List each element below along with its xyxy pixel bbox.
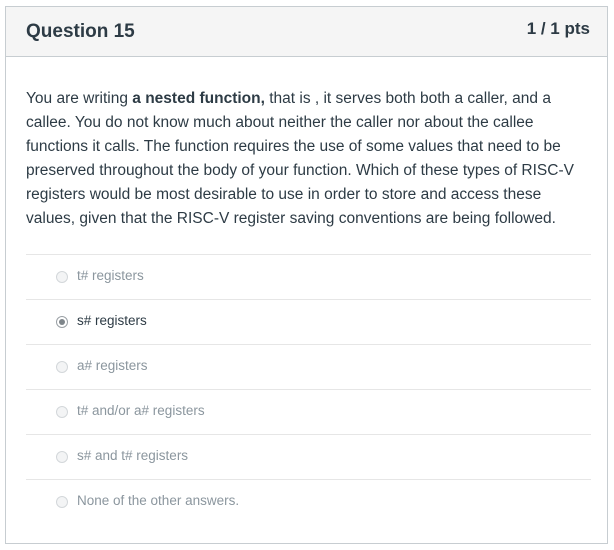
answer-option[interactable] — [26, 389, 591, 434]
answer-option[interactable] — [26, 344, 591, 389]
question-card — [5, 6, 608, 544]
radio-button[interactable] — [56, 271, 68, 283]
question-title: Question 15 — [26, 21, 135, 42]
answer-option[interactable] — [26, 434, 591, 479]
question-text-bold: a nested function, — [132, 90, 265, 107]
question-text-part1: You are writing — [26, 90, 133, 107]
radio-button[interactable] — [56, 316, 68, 328]
answer-label: t# registers — [77, 268, 144, 283]
answer-option[interactable] — [26, 254, 591, 299]
answer-label: s# registers — [77, 313, 147, 328]
answer-option[interactable] — [26, 299, 591, 344]
answer-list — [26, 254, 591, 524]
radio-button[interactable] — [56, 406, 68, 418]
radio-button[interactable] — [56, 451, 68, 463]
answer-label: t# and/or a# registers — [77, 403, 205, 418]
answer-option[interactable] — [26, 479, 591, 524]
question-text — [26, 87, 594, 231]
question-header — [6, 7, 607, 57]
radio-button[interactable] — [56, 361, 68, 373]
question-text-part2: that is , it serves both both a caller, and a callee. You do not know much about neither the caller nor about the callee functions it calls. The function requires the use of some values that need to be preserved throughout the body of your function. Which of these types of RISC-V registers would be most desirable to use in order to store and access these values, given that the RISC-V register saving conventions are being followed. — [26, 90, 574, 227]
answer-label: None of the other answers. — [77, 493, 240, 508]
question-points: 1 / 1 pts — [526, 19, 590, 38]
answer-label: s# and t# registers — [77, 448, 189, 463]
answer-label: a# registers — [77, 358, 148, 373]
radio-button[interactable] — [56, 496, 68, 508]
